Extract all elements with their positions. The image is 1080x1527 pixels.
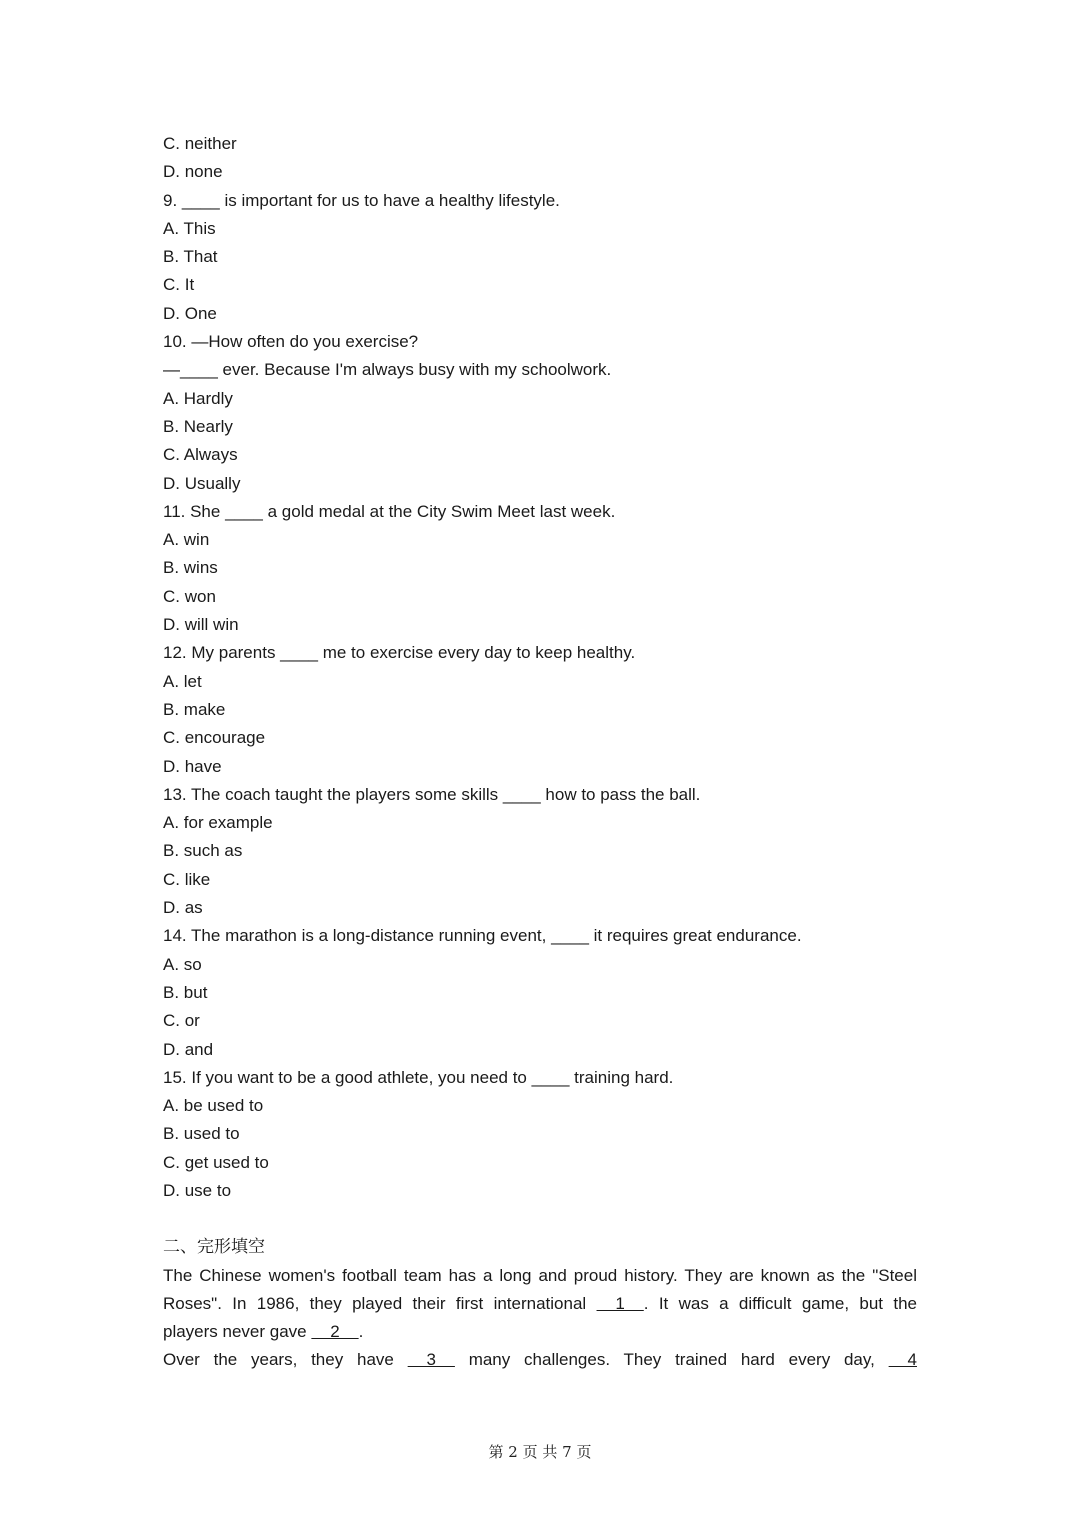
answer-option: C. like — [163, 869, 211, 889]
answer-option: A. Hardly — [163, 388, 233, 408]
question-stem: 11. She ____ a gold medal at the City Swim Meet last week. — [163, 501, 616, 521]
answer-option: B. wins — [163, 558, 218, 578]
answer-option: C. encourage — [163, 728, 266, 748]
cloze-text: Roses". In 1986, they played their first international — [163, 1293, 587, 1313]
cloze-blank-2: 2 — [311, 1322, 359, 1342]
cloze-blank-1: 1 — [596, 1293, 644, 1313]
page-number-footer: 第 2 页 共 7 页 — [488, 1443, 592, 1461]
question-stem: 10. —How often do you exercise? — [163, 332, 419, 352]
cloze-text: The Chinese women's football team has a long and proud history. They are known as the "Steel — [163, 1265, 917, 1285]
cloze-line-2 — [163, 1290, 917, 1318]
answer-option: B. but — [163, 982, 208, 1002]
cloze-text: players never gave — [163, 1322, 307, 1342]
section-title: 二、完形填空 — [163, 1237, 265, 1258]
cloze-text: . It was a difficult game, but the — [643, 1293, 917, 1313]
answer-option: A. win — [163, 530, 210, 550]
cloze-line-1 — [163, 1262, 917, 1290]
answer-option: B. make — [163, 699, 226, 719]
answer-option: B. That — [163, 247, 218, 267]
cloze-text: . — [358, 1322, 364, 1342]
answer-option: A. This — [163, 218, 216, 238]
dialogue-line: —____ ever. Because I'm always busy with my schoolwork. — [163, 360, 612, 380]
answer-option: C. It — [163, 275, 195, 295]
page-content — [163, 130, 917, 1375]
answer-option: C. or — [163, 1011, 200, 1031]
cloze-text: Over the years, they have — [163, 1350, 394, 1370]
answer-option: D. One — [163, 303, 217, 323]
answer-option: D. and — [163, 1039, 214, 1059]
answer-option: D. use to — [163, 1180, 232, 1200]
cloze-blank-4: 4 — [888, 1350, 917, 1370]
question-stem: 13. The coach taught the players some skills ____ how to pass the ball. — [163, 784, 701, 804]
answer-option: D. have — [163, 756, 222, 776]
multiple-choice-questions — [163, 130, 917, 1205]
answer-option: D. as — [163, 898, 203, 918]
answer-option: B. such as — [163, 841, 243, 861]
cloze-line-4 — [163, 1346, 917, 1374]
cloze-blank-3: 3 — [407, 1350, 455, 1370]
question-stem: 12. My parents ____ me to exercise every day to keep healthy. — [163, 643, 636, 663]
question-stem: 9. ____ is important for us to have a healthy lifestyle. — [163, 190, 560, 210]
cloze-text: many challenges. They trained hard every day, — [468, 1350, 875, 1370]
question-stem: 14. The marathon is a long-distance running event, ____ it requires great endurance. — [163, 926, 802, 946]
answer-option: D. Usually — [163, 473, 241, 493]
answer-option: C. Always — [163, 445, 238, 465]
answer-option: C. get used to — [163, 1152, 269, 1172]
answer-option: D. none — [163, 162, 223, 182]
answer-option: B. Nearly — [163, 416, 233, 436]
answer-option: A. so — [163, 954, 202, 974]
question-stem: 15. If you want to be a good athlete, you need to ____ training hard. — [163, 1067, 674, 1087]
answer-option: A. be used to — [163, 1096, 264, 1116]
section-gap — [163, 1205, 917, 1233]
answer-option: D. will win — [163, 615, 239, 635]
answer-option: A. let — [163, 671, 202, 691]
answer-option: C. neither — [163, 134, 237, 153]
answer-option: A. for example — [163, 813, 273, 833]
cloze-line-3 — [163, 1318, 917, 1346]
answer-option: B. used to — [163, 1124, 240, 1144]
answer-option: C. won — [163, 586, 216, 606]
